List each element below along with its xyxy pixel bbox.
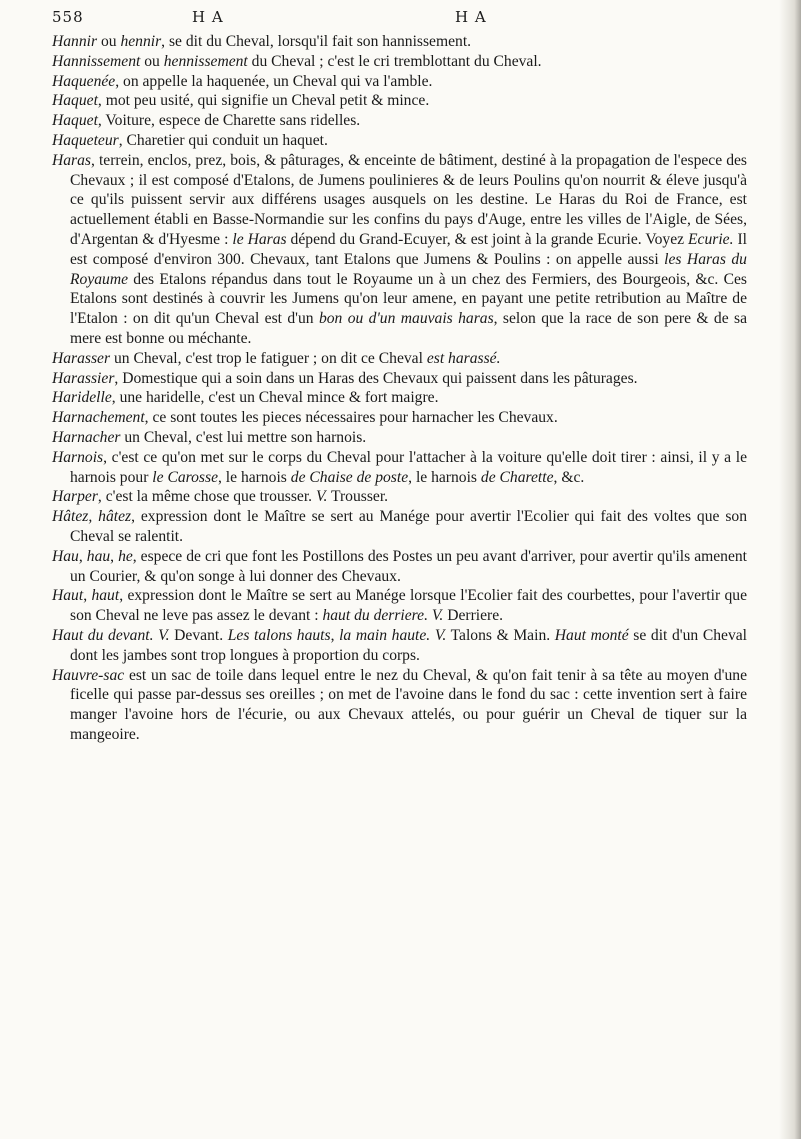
entry-text: , le harnois bbox=[408, 468, 481, 486]
entry-headword: Harasser bbox=[52, 349, 111, 367]
entry-text: , bbox=[330, 626, 340, 644]
entry-italic-text: les Haras du Royaume bbox=[70, 250, 747, 288]
running-head-right: H A bbox=[455, 8, 487, 26]
entry-text: , bbox=[110, 547, 119, 565]
entry-text: Il est composé d'environ 300. Chevaux, tant Etalons que Jumens & Poulins : on appelle aussi bbox=[70, 230, 747, 268]
entry-italic-text: haut du derriere. V. bbox=[322, 607, 444, 625]
entry-italic-text: de Chaise de poste bbox=[290, 468, 409, 486]
dictionary-entry bbox=[52, 72, 747, 92]
entry-italic-text: est harassé. bbox=[426, 349, 501, 367]
entry-headword: Hâtez, hâtez bbox=[52, 508, 132, 526]
dictionary-entry bbox=[52, 91, 747, 111]
entry-headword: Haqueteur bbox=[52, 131, 119, 149]
entry-text: ou bbox=[97, 33, 121, 50]
entry-text: un Cheval, c'est trop le fatiguer ; on dit ce Cheval bbox=[110, 349, 427, 367]
page-number: 558 bbox=[52, 8, 84, 26]
entry-text: Trousser. bbox=[327, 488, 389, 506]
entry-text: , mot peu usité, qui signifie un Cheval petit & mince. bbox=[97, 92, 430, 110]
entry-text: , Domestique qui a soin dans un Haras des Chevaux qui paissent dans les pâturages. bbox=[114, 369, 638, 387]
entry-text: se dit d'un Cheval dont les jambes sont trop longues à proportion du corps. bbox=[70, 626, 748, 664]
entry-headword: Harnacher bbox=[52, 428, 121, 446]
entry-headword: Haquet bbox=[52, 112, 98, 130]
entry-italic-text: he bbox=[118, 547, 133, 565]
entry-italic-text: Les talons hauts bbox=[227, 626, 331, 644]
dictionary-entry bbox=[52, 408, 747, 428]
running-head-left: H A bbox=[192, 8, 224, 26]
entry-headword: Haridelle bbox=[52, 389, 112, 407]
entry-text: , expression dont le Maître se sert au Manége lorsque l'Ecolier fait des courbettes, pour l'avertir que son Cheval ne leve pas assez le devant : bbox=[70, 587, 748, 625]
entry-headword: Haquet bbox=[52, 92, 98, 110]
entry-headword: Hannir bbox=[52, 33, 98, 50]
dictionary-entry bbox=[52, 349, 747, 369]
entry-italic-text: hennir bbox=[120, 33, 162, 50]
entry-text: du Cheval ; c'est le cri tremblottant du Cheval. bbox=[247, 52, 542, 70]
dictionary-entry bbox=[52, 52, 747, 72]
entry-headword: Harnachement bbox=[52, 409, 145, 427]
entry-italic-text: hennissement bbox=[163, 52, 248, 70]
running-head bbox=[52, 8, 742, 30]
dictionary-entry bbox=[52, 507, 747, 547]
entry-headword: Hauvre-sac bbox=[52, 666, 125, 684]
entry-italic-text: la main haute. V. bbox=[339, 626, 447, 644]
entry-text: est un sac de toile dans lequel entre le nez du Cheval, & qu'on fait tenir à sa tête au moyen d'une ficelle qui passe par-dessus ses oreilles ; on met de l'avoine dans le fond du sac : cette invention sert à faire manger l'avoine hors de l'écurie, ou aux Chevaux attelés, ou pour guérir un Cheval de tiquer sur la mangeoire. bbox=[70, 666, 747, 743]
entry-text: , bbox=[83, 587, 92, 605]
dictionary-entry bbox=[52, 111, 747, 131]
entry-italic-text: haut bbox=[91, 587, 120, 605]
entry-text: Talons & Main. bbox=[446, 626, 555, 644]
entry-text: des Etalons répandus dans tout le Royaume un à un chez des Fermiers, des Bourgeois, &c. Ces Etalons sont destinés à couvrir les Jumens qu'on leur amene, en payant une petite retribution au Maître de l'Etalon : on dit qu'un Cheval est d'un bbox=[70, 270, 747, 328]
entry-italic-text: de Charette bbox=[480, 468, 554, 486]
entry-headword: Harassier bbox=[52, 369, 115, 387]
dictionary-entry bbox=[52, 666, 747, 745]
entry-text: , une haridelle, c'est un Cheval mince & fort maigre. bbox=[111, 389, 439, 407]
dictionary-entry bbox=[52, 547, 747, 587]
page-edge-shadow bbox=[779, 0, 801, 1139]
entry-text: Devant. bbox=[169, 626, 228, 644]
entry-italic-text: V. bbox=[158, 626, 170, 644]
entry-italic-text: V. bbox=[315, 488, 328, 506]
entry-text: , terrein, enclos, prez, bois, & pâturages, & enceinte de bâtiment, destiné à la propagation de l'espece des Chevaux ; il est composé d'Etalons, de Jumens poulinieres & de leurs Poulins qu'on nourrit & éleve jusqu'à ce qu'ils puissent servir aux différens usages ausquels on les destine. Le Haras du Roi de France, est actuellement établi en Basse-Normandie sur les confins du pays d'Auge, entre les villes de l'Aigle, de Sées, d'Argentan & d'Hyesme : bbox=[70, 151, 747, 248]
entry-headword: Hannissement bbox=[52, 52, 141, 70]
dictionary-entry bbox=[52, 428, 747, 448]
entry-headword: Hau bbox=[52, 547, 79, 565]
entry-text: , espece de cri que font les Postillons des Postes un peu avant d'arriver, pour avertir qu'ils amenent un Courier, & qu'on songe à lui donner des Chevaux. bbox=[70, 547, 748, 585]
entry-text: , selon que la race de son pere & de sa mere est bonne ou méchante. bbox=[70, 310, 747, 347]
entry-text: , &c. bbox=[553, 468, 585, 486]
dictionary-entry bbox=[52, 487, 747, 507]
entry-text: , c'est la même chose que trousser. bbox=[97, 488, 316, 506]
entry-text: , Voiture, espece de Charette sans ridelles. bbox=[97, 112, 361, 130]
entry-text: dépend du Grand-Ecuyer, & est joint à la grande Ecurie. Voyez bbox=[286, 230, 689, 248]
entry-text: , le harnois bbox=[218, 468, 291, 486]
entry-italic-text: le Haras bbox=[232, 230, 287, 248]
dictionary-entry bbox=[52, 32, 747, 52]
entry-text: , expression dont le Maître se sert au Manége pour avertir l'Ecolier qui fait des voltes que son Cheval se ralentit. bbox=[70, 508, 747, 545]
entry-headword: Haras bbox=[52, 151, 91, 169]
entry-text: un Cheval, c'est lui mettre son harnois. bbox=[120, 428, 367, 446]
entry-text: , Charetier qui conduit un haquet. bbox=[118, 131, 328, 149]
entry-text: , se dit du Cheval, lorsqu'il fait son hannissement. bbox=[161, 33, 472, 50]
entry-text: , on appelle la haquenée, un Cheval qui va l'amble. bbox=[115, 72, 433, 90]
entry-headword: Haut du devant. bbox=[52, 626, 154, 644]
entry-headword: Harnois bbox=[52, 448, 104, 466]
entry-italic-text: le Carosse bbox=[152, 468, 218, 486]
dictionary-entry bbox=[52, 388, 747, 408]
dictionary-entry bbox=[52, 151, 747, 349]
entry-text: ou bbox=[140, 52, 164, 70]
entry-italic-text: hau bbox=[86, 547, 111, 565]
entry-text: , bbox=[78, 547, 87, 565]
dictionary-entry bbox=[52, 586, 747, 626]
entry-headword: Haquenée bbox=[52, 72, 116, 90]
dictionary-entry bbox=[52, 131, 747, 151]
entry-text: , ce sont toutes les pieces nécessaires pour harnacher les Chevaux. bbox=[144, 409, 558, 427]
dictionary-entry bbox=[52, 448, 747, 488]
entry-text: , c'est ce qu'on met sur le corps du Cheval pour l'attacher à la voiture qu'elle doit tirer : ainsi, il y a le harnois pour bbox=[70, 448, 747, 486]
dictionary-entry bbox=[52, 626, 747, 666]
entry-headword: Haut bbox=[52, 587, 84, 605]
dictionary-entry bbox=[52, 369, 747, 389]
entries-column bbox=[52, 32, 747, 745]
entry-italic-text: bon ou d'un mauvais haras bbox=[318, 310, 494, 328]
entry-text: Derriere. bbox=[443, 607, 504, 625]
entry-italic-text: Haut monté bbox=[554, 626, 629, 644]
entry-italic-text: Ecurie. bbox=[688, 230, 734, 248]
entry-headword: Harper bbox=[52, 488, 98, 506]
